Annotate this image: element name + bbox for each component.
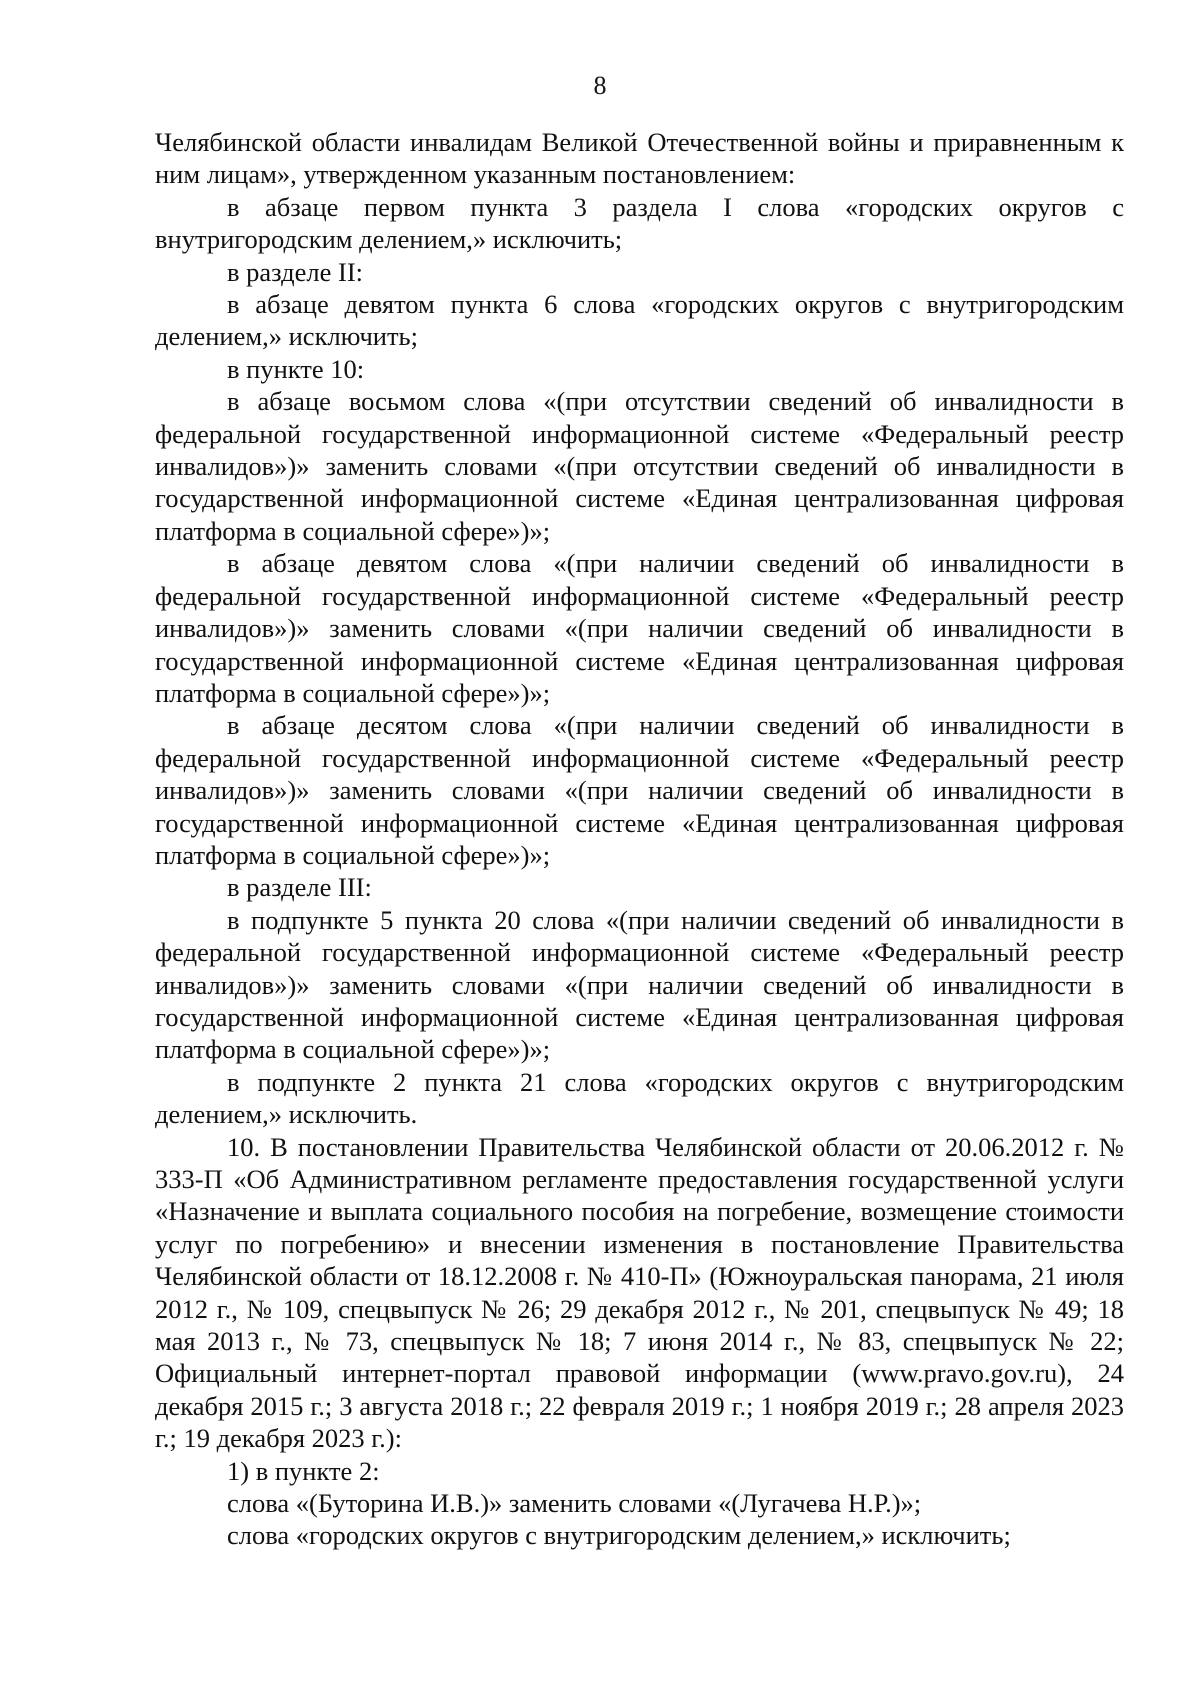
paragraph: 10. В постановлении Правительства Челябинской области от 20.06.2012 г. № 333-П «Об Административном регламенте предоставления государственной услуги «Назначение и выплата социального пособия на погребение, возмещение стоимости услуг по погребению» и внесении изменения в постановление Правительства Челябинской области от 18.12.2008 г. № 410-П» (Южноуральская панорама, 21 июля 2012 г., № 109, спецвыпуск № 26; 29 декабря 2012 г., № 201, спецвыпуск № 49; 18 мая 2013 г., № 73, спецвыпуск № 18; 7 июня 2014 г., № 83, спецвыпуск № 22; Официальный интернет-портал правовой информации (www.pravo.gov.ru), 24 декабря 2015 г.; 3 августа 2018 г.; 22 февраля 2019 г.; 1 ноября 2019 г.; 28 апреля 2023 г.; 19 декабря 2023 г.): [155,1131,1124,1454]
paragraph: Челябинской области инвалидам Великой Отечественной войны и приравненным к ним лицам», утвержденном указанным постановлением: [155,127,1124,190]
paragraph: в абзаце восьмом слова «(при отсутствии сведений об инвалидности в федеральной государственной информационной системе «Федеральный реестр инвалидов»)» заменить словами «(при отсутствии сведений об инвалидности в государственной информационной системе «Единая централизованная цифровая платформа в социальной сфере»)»; [155,386,1124,546]
paragraph: в пункте 10: [227,353,365,384]
paragraph: в подпункте 2 пункта 21 слова «городских округов с внутригородским делением,» исключить. [155,1066,1124,1130]
paragraph: слова «городских округов с внутригородским делением,» исключить; [227,1520,1011,1551]
paragraph: в абзаце девятом пункта 6 слова «городских округов с внутригородским делением,» исключить; [155,289,1124,352]
paragraph: в абзаце первом пункта 3 раздела I слова «городских округов с внутригородским делением,» исключить; [155,191,1124,255]
paragraph: в разделе III: [227,872,372,903]
paragraph: в абзаце девятом слова «(при наличии сведений об инвалидности в федеральной государственной информационной системе «Федеральный реестр инвалидов»)» заменить словами «(при наличии сведений об инвалидности в государственной информационной системе «Единая централизованная цифровая платформа в социальной сфере»)»; [155,548,1124,708]
paragraph: 1) в пункте 2: [227,1455,380,1486]
page-number: 8 [593,71,607,100]
paragraph: в абзаце десятом слова «(при наличии сведений об инвалидности в федеральной государственной информационной системе «Федеральный реестр инвалидов»)» заменить словами «(при наличии сведений об инвалидности в государственной информационной системе «Единая централизованная цифровая платформа в социальной сфере»)»; [155,710,1124,870]
paragraph: в разделе II: [227,256,364,287]
document-body [155,126,1124,1552]
paragraph: слова «(Буторина И.В.)» заменить словами «(Лугачева Н.Р.)»; [227,1488,922,1519]
paragraph: в подпункте 5 пункта 20 слова «(при наличии сведений об инвалидности в федеральной государственной информационной системе «Федеральный реестр инвалидов»)» заменить словами «(при наличии сведений об инвалидности в государственной информационной системе «Единая централизованная цифровая платформа в социальной сфере»)»; [155,904,1124,1065]
